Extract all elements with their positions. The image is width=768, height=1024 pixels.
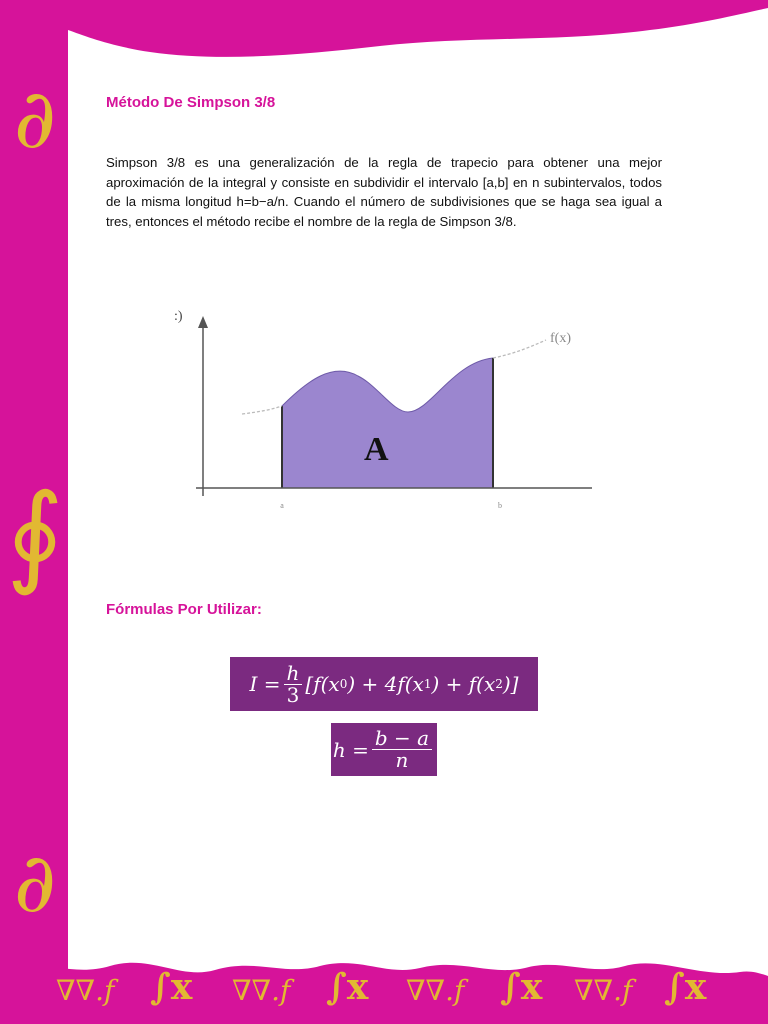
nabla-icon: ∇∇.f	[574, 974, 633, 1007]
formulas-title: Fórmulas Por Utilizar:	[106, 601, 262, 618]
simpson-formula	[230, 657, 538, 711]
curve-extension-right	[493, 340, 546, 358]
curve-extension-left	[242, 406, 282, 414]
contour-integral-icon: ∮	[6, 470, 64, 598]
fraction-numerator: h	[284, 663, 303, 685]
integral-x-icon: ∫x	[150, 966, 193, 1008]
nabla-icon: ∇∇.f	[56, 974, 115, 1007]
partial-derivative-icon: ∂	[13, 72, 57, 167]
step-size-formula	[331, 723, 437, 776]
subscript: 1	[423, 677, 432, 691]
fraction-h-over-3	[284, 660, 303, 707]
y-axis-arrow	[198, 316, 208, 328]
fraction-denominator: n	[395, 748, 409, 772]
partial-derivative-icon: ∂	[13, 836, 57, 931]
nabla-icon: ∇∇.f	[232, 974, 291, 1007]
area-under-curve-figure	[168, 300, 598, 520]
fraction-denominator: 3	[286, 682, 300, 707]
x-tick-b: b	[498, 501, 502, 510]
curve-label: f(x)	[550, 331, 571, 346]
fraction-b-minus-a-over-n	[372, 728, 432, 771]
formula-lhs: I =	[249, 672, 281, 696]
formula-term: )]	[502, 672, 519, 696]
x-tick-a: a	[280, 501, 284, 510]
formula-term: [f(x	[305, 672, 340, 696]
description-paragraph: Simpson 3/8 es una generalización de la regla de trapecio para obtener una mejor aproximación de la integral y consiste en subdividir el intervalo [a,b] en n subintervalos, todos de la misma longitud h=b−a/n. Cuando el número de subdivisiones que se haga sea igual a tres, entonces el método recibe el nombre de la regla de Simpson 3/8.	[106, 155, 662, 229]
top-wave-border	[0, 0, 768, 70]
integral-x-icon: ∫x	[326, 966, 369, 1008]
nabla-icon: ∇∇.f	[406, 974, 465, 1007]
integral-x-icon: ∫x	[664, 966, 707, 1008]
formula-lhs: h =	[332, 737, 369, 762]
subscript: 0	[339, 677, 348, 691]
bottom-wave-border	[0, 950, 768, 1024]
integral-x-icon: ∫x	[500, 966, 543, 1008]
section-title: Método De Simpson 3/8	[106, 94, 276, 111]
formula-term: ) + f(x	[431, 672, 496, 696]
area-region	[282, 358, 493, 488]
subscript: 2	[495, 677, 503, 691]
area-label: A	[364, 431, 389, 468]
formula-term: ) + 4f(x	[347, 672, 424, 696]
y-axis-label: :)	[174, 309, 183, 324]
fraction-numerator: b − a	[372, 728, 432, 750]
